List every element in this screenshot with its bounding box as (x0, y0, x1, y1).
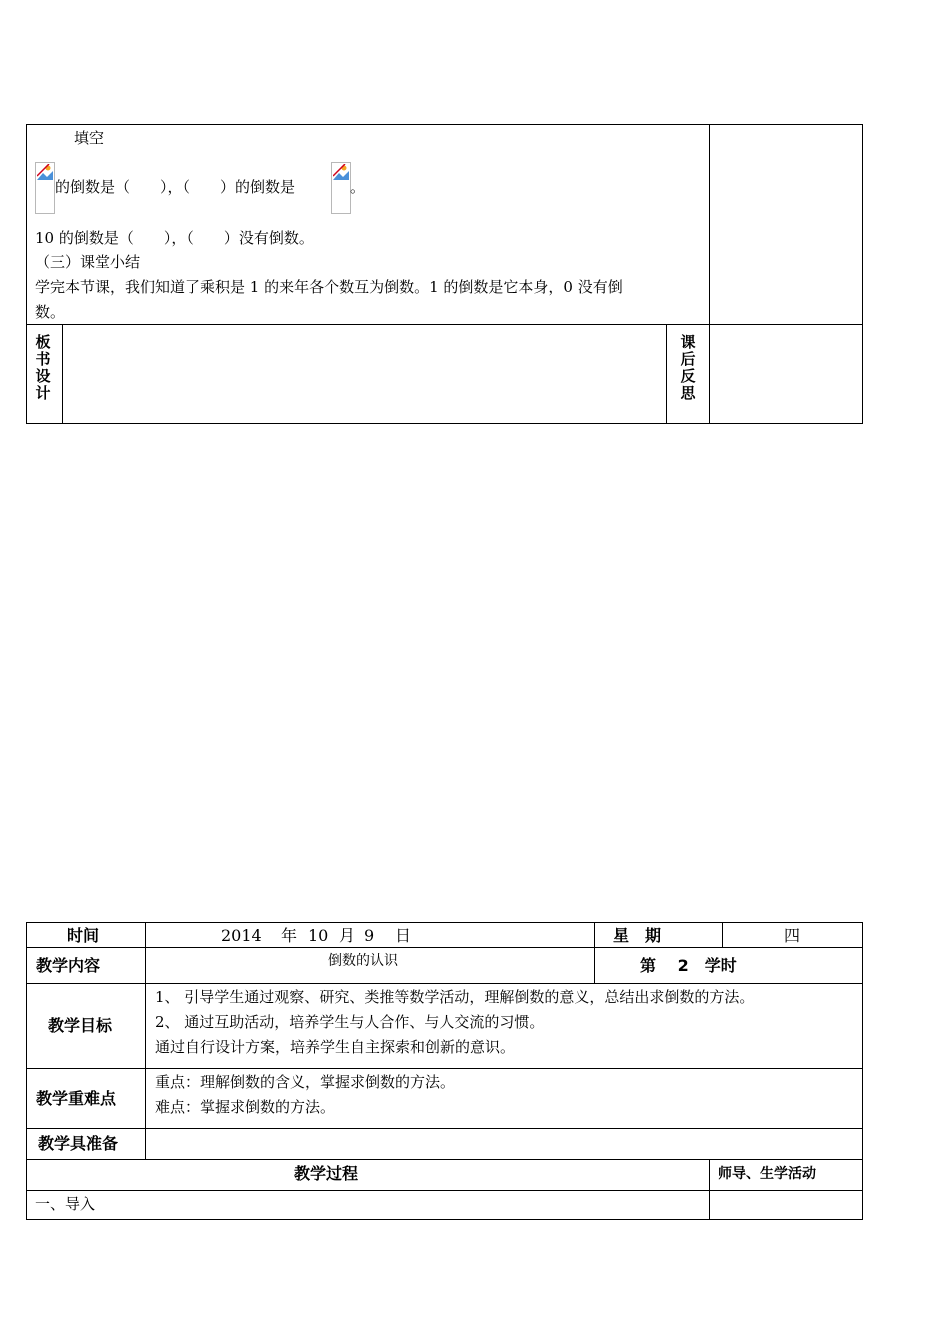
summary-text-cont: 数。 (35, 303, 66, 321)
process-label: 教学过程 (294, 1164, 359, 1183)
date-year: 2014 (221, 926, 262, 945)
goal-item: 1、 引导学生通过观察、研究、类推等数学活动，理解倒数的意义，总结出求倒数的方法。 (155, 988, 755, 1006)
weekday-value: 四 (784, 926, 801, 945)
date-month-unit: 月 (339, 926, 356, 945)
goals-label: 教学目标 (48, 1016, 113, 1035)
broken-image-icon (331, 162, 351, 214)
key-point-item: 重点：理解倒数的含义，掌握求倒数的方法。 (155, 1073, 456, 1091)
key-points-label: 教学重难点 (36, 1089, 117, 1108)
key-point-item: 难点：掌握求倒数的方法。 (155, 1098, 336, 1116)
weekday-label: 星 期 (613, 926, 662, 945)
fill-line-1: 的倒数是（ ），（ ）的倒数是 (55, 178, 296, 196)
period-label: 第 2 学时 (640, 956, 737, 975)
summary-text: 学完本节课，我们知道了乘积是 1 的来年各个数互为倒数。1 的倒数是它本身，0 没有倒 (35, 278, 623, 296)
board-design-label: 板 书 设 计 (35, 333, 51, 402)
intro-label: 一、导入 (35, 1195, 96, 1213)
materials-label: 教学具准备 (38, 1134, 119, 1153)
broken-image-icon (35, 162, 55, 214)
date-month: 10 (308, 926, 329, 945)
date-day: 9 (364, 926, 375, 945)
goal-item: 通过自行设计方案，培养学生自主探索和创新的意识。 (155, 1038, 516, 1056)
goal-item: 2、 通过互助活动，培养学生与人合作、与人交流的习惯。 (155, 1013, 545, 1031)
fill-line-2: 10 的倒数是（ ），（ ）没有倒数。 (35, 229, 314, 247)
content-label: 教学内容 (36, 956, 101, 975)
fill-heading: 填空 (74, 129, 105, 147)
date-year-unit: 年 (281, 926, 298, 945)
time-label: 时间 (67, 926, 100, 945)
summary-heading: （三）课堂小结 (35, 253, 141, 271)
reflection-label: 课 后 反 思 (680, 333, 696, 402)
content-value: 倒数的认识 (328, 953, 398, 969)
fill-line-1-end: 。 (350, 178, 366, 196)
activity-label: 师导、生学活动 (718, 1166, 816, 1182)
date-day-unit: 日 (395, 926, 412, 945)
